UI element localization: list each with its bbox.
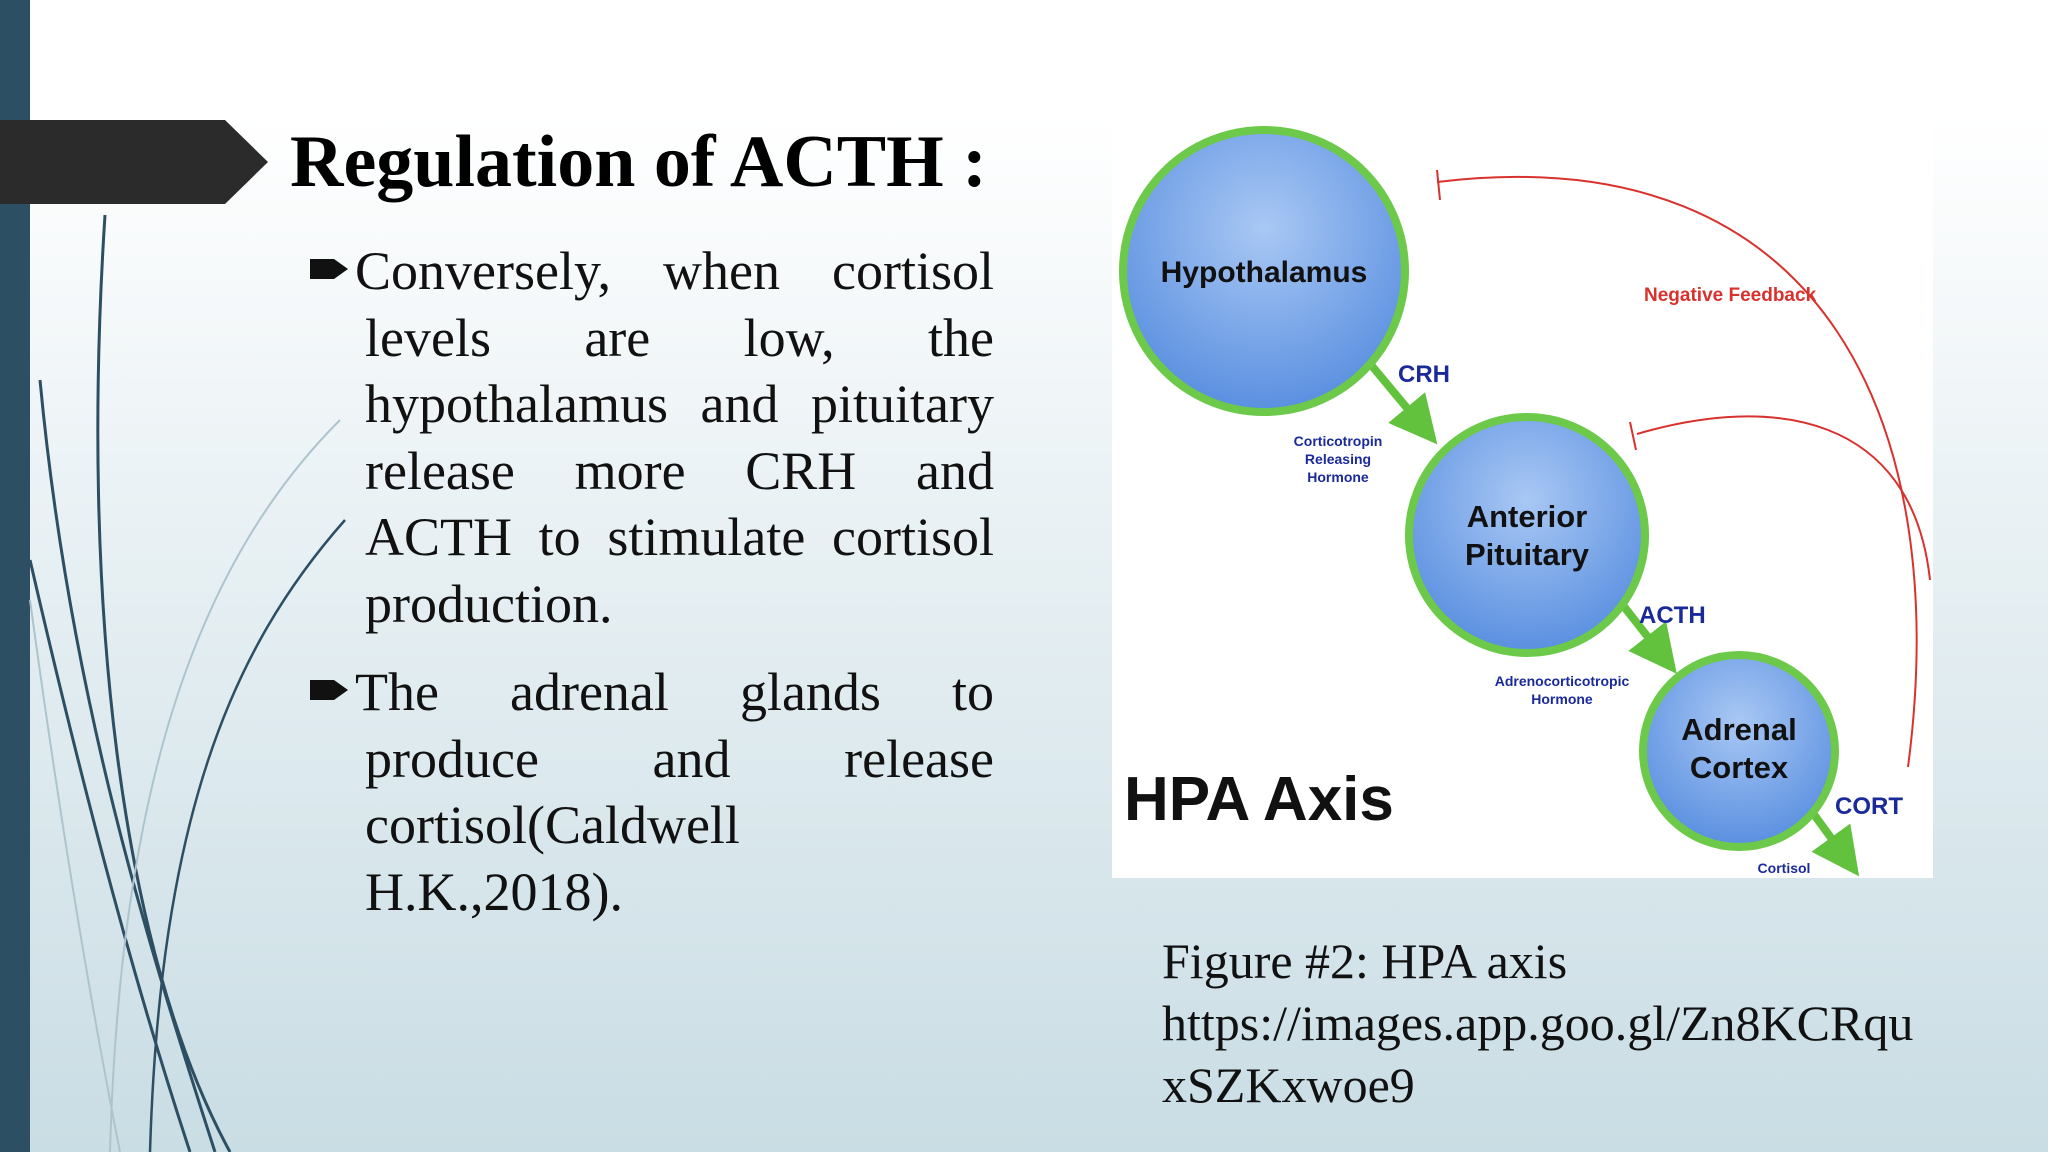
acth-full-line2: Hormone [1531,691,1593,707]
negative-feedback-label: Negative Feedback [1644,285,1817,306]
crh-full-line1: Corticotropin [1293,433,1383,449]
pointing-arrow-bullet-icon [308,675,350,705]
crh-full-line2: Releasing [1304,451,1372,467]
pituitary-label-line1: Anterior [1466,499,1588,534]
crh-label: CRH [1398,361,1450,388]
acth-label: ACTH [1639,602,1706,629]
anterior-pituitary-node [1409,417,1645,653]
caption-line-2: https://images.app.goo.gl/Zn8KCRqu [1162,995,1914,1051]
caption-line-3: xSZKxwoe9 [1162,1057,1415,1113]
feedback-line-inner [1637,416,1930,580]
bullet-item-2 [310,659,994,925]
pituitary-label-line2: Pituitary [1464,537,1590,572]
hpa-axis-diagram [1112,104,1933,878]
cortisol-label: Cortisol [1757,860,1811,876]
hpa-axis-title: HPA Axis [1124,765,1394,834]
caption-line-1: Figure #2: HPA axis [1162,933,1568,989]
hypothalamus-label: Hypothalamus [1160,256,1368,289]
pointing-arrow-bullet-icon [308,254,350,284]
acth-full-line1: Adrenocorticotropic [1494,673,1630,689]
cort-label: CORT [1835,793,1903,820]
slide-title: Regulation of ACTH : [290,121,987,203]
hpa-axis-figure [1112,104,1933,878]
crh-full-line3: Hormone [1307,469,1369,485]
figure-caption [1162,930,2022,1116]
title-arrow-shape [0,120,268,204]
adrenal-label-line2: Cortex [1689,750,1789,785]
bullet-text-1: Conversely, when cortisol levels are low, the hypothalamus and pituitary release more CRH and ACTH to stimulate cortisol production. [355,241,994,634]
bullet-text-2: The adrenal glands to produce and release cortisol(Caldwell H.K.,2018). [355,662,994,922]
bullet-item-1 [310,238,994,637]
adrenal-label-line1: Adrenal [1681,712,1797,747]
